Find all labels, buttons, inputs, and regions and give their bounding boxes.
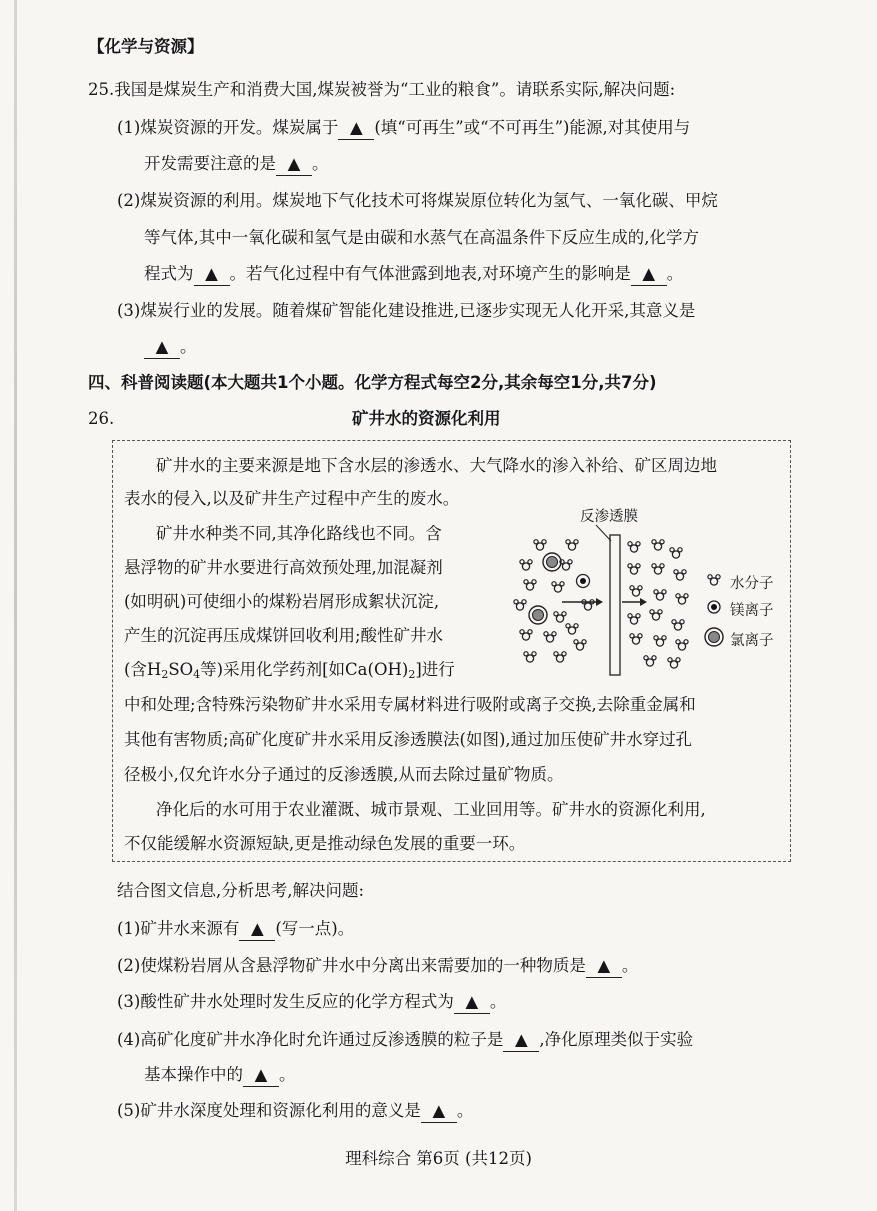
q26-number: 26. — [88, 409, 115, 428]
q26-sub1: (1)矿井水来源有 ▲ (写一点)。 — [117, 918, 354, 941]
legend-cl-symbol — [705, 628, 723, 646]
article-para2-line3: (如明矾)可使细小的煤粉岩屑形成絮状沉淀, — [124, 592, 440, 611]
water-molecule — [650, 610, 662, 620]
legend-cl: 氯离子 — [730, 633, 774, 649]
answer-blank[interactable]: ▲ — [454, 991, 490, 1014]
q26-article-title: 矿井水的资源化利用 — [352, 409, 501, 428]
water-molecule — [628, 542, 640, 552]
answer-blank[interactable]: ▲ — [239, 918, 275, 941]
water-molecule — [676, 594, 688, 604]
answer-blank[interactable]: ▲ — [243, 1064, 279, 1087]
water-molecules-right — [628, 540, 688, 668]
article-para3-line2: 不仅能缓解水资源短缺,更是推动绿色发展的重要一环。 — [124, 834, 526, 853]
water-molecule — [668, 658, 680, 668]
membrane-label: 反渗透膜 — [580, 509, 638, 525]
legend-water: 水分子 — [730, 576, 774, 592]
q25-part1: (1)煤炭资源的开发。煤炭属于 ▲ (填“可再生”或“不可再生”)能源,对其使用与 — [117, 117, 690, 140]
water-molecule — [566, 624, 578, 634]
water-molecule — [552, 582, 564, 592]
answer-blank[interactable]: ▲ — [503, 1029, 539, 1052]
q26-sub3: (3)酸性矿井水处理时发生反应的化学方程式为 ▲ 。 — [117, 991, 506, 1014]
answer-blank[interactable]: ▲ — [586, 955, 622, 978]
water-molecule — [670, 548, 682, 558]
water-molecule — [630, 586, 642, 596]
article-para2-line7: 其他有害物质;高矿化度矿井水采用反渗透膜法(如图),通过加压使矿井水穿过孔 — [124, 730, 693, 749]
article-para2-line1: 矿井水种类不同,其净化路线也不同。含 — [156, 524, 442, 543]
article-para2-line8: 径极小,仅允许水分子通过的反渗透膜,从而去除过量矿物质。 — [124, 765, 564, 784]
chloride-ion — [543, 553, 561, 571]
q26-prompt: 结合图文信息,分析思考,解决问题: — [117, 881, 365, 900]
answer-blank[interactable]: ▲ — [631, 263, 667, 286]
q25-part2-cont2: 程式为 ▲ 。若气化过程中有气体泄露到地表,对环境产生的影响是 ▲ 。 — [144, 263, 683, 286]
answer-blank[interactable]: ▲ — [144, 336, 180, 359]
q25-part2: (2)煤炭资源的利用。煤炭地下气化技术可将煤炭原位转化为氢气、一氧化碳、甲烷 — [117, 191, 718, 210]
water-molecule — [520, 630, 532, 640]
water-molecule — [574, 640, 586, 650]
water-molecule — [544, 632, 556, 642]
membrane-pointer — [596, 525, 611, 541]
answer-blank[interactable]: ▲ — [421, 1100, 457, 1123]
legend-mg: 镁离子 — [730, 603, 774, 619]
water-molecule — [514, 600, 526, 610]
article-para2-line4: 产生的沉淀再压成煤饼回收利用;酸性矿井水 — [124, 626, 444, 645]
q26-sub4: (4)高矿化度矿井水净化时允许通过反渗透膜的粒子是 ▲ ,净化原理类似于实验 — [117, 1029, 693, 1052]
chloride-ion — [529, 606, 547, 624]
water-molecule — [554, 612, 566, 622]
water-molecule — [534, 540, 546, 550]
answer-blank[interactable]: ▲ — [194, 263, 230, 286]
water-molecule — [524, 580, 536, 590]
scan-edge — [14, 0, 17, 1211]
membrane — [610, 535, 620, 675]
water-molecule — [652, 540, 664, 550]
pressure-arrow — [562, 598, 647, 606]
water-molecule — [674, 570, 686, 580]
reverse-osmosis-diagram — [510, 505, 795, 680]
water-molecule — [524, 652, 536, 662]
article-para2-line2: 悬浮物的矿井水要进行高效预处理,加混凝剂 — [124, 558, 443, 577]
article-para3-line1: 净化后的水可用于农业灌溉、城市景观、工业回用等。矿井水的资源化利用, — [156, 800, 706, 819]
legend-water-symbol — [708, 575, 720, 585]
legend-mg-symbol — [708, 601, 720, 613]
water-molecule — [644, 656, 656, 666]
article-para1-line2: 表水的侵入,以及矿井生产过程中产生的废水。 — [124, 489, 460, 508]
water-molecule — [630, 634, 642, 644]
answer-blank[interactable]: ▲ — [338, 117, 374, 140]
water-molecule — [560, 560, 572, 570]
water-molecule — [520, 560, 532, 570]
water-molecule — [652, 564, 664, 574]
answer-blank[interactable]: ▲ — [276, 153, 312, 176]
water-molecule — [628, 564, 640, 574]
article-para2-line6: 中和处理;含特殊污染物矿井水采用专属材料进行吸附或离子交换,去除重金属和 — [124, 695, 696, 714]
water-molecule — [554, 652, 566, 662]
section4-title: 四、科普阅读题(本大题共1个小题。化学方程式每空2分,其余每空1分,共7分) — [88, 373, 657, 392]
q25-part3: (3)煤炭行业的发展。随着煤矿智能化建设推进,已逐步实现无人化开采,其意义是 — [117, 301, 696, 320]
q26-sub4-cont: 基本操作中的 ▲ 。 — [144, 1064, 296, 1087]
water-molecule — [582, 600, 594, 610]
q25-part2-cont: 等气体,其中一氧化碳和氢气是由碳和水蒸气在高温条件下反应生成的,化学方 — [144, 228, 699, 247]
q26-sub2: (2)使煤粉岩屑从含悬浮物矿井水中分离出来需要加的一种物质是 ▲ 。 — [117, 955, 638, 978]
q25-part3-cont: ▲ 。 — [144, 336, 197, 359]
page-footer: 理科综合 第6页 (共12页) — [345, 1149, 532, 1168]
q25-part1-cont: 开发需要注意的是 ▲ 。 — [144, 153, 329, 176]
magnesium-ion — [577, 575, 590, 588]
water-molecule — [654, 590, 666, 600]
water-molecule — [654, 636, 666, 646]
water-molecule — [672, 620, 684, 630]
article-para1-line1: 矿井水的主要来源是地下含水层的渗透水、大气降水的渗入补给、矿区周边地 — [156, 456, 717, 475]
q26-sub5: (5)矿井水深度处理和资源化利用的意义是 ▲ 。 — [117, 1100, 473, 1123]
water-molecule — [566, 540, 578, 550]
section-header: 【化学与资源】 — [88, 37, 204, 56]
article-para2-line5: (含$H_2SO_4$等)采用化学药剂[如$Ca(OH)_2$]进行 — [124, 660, 455, 681]
water-molecule — [628, 614, 640, 624]
water-molecule — [676, 640, 688, 650]
q25-stem: 25.我国是煤炭生产和消费大国,煤炭被誉为“工业的粮食”。请联系实际,解决问题: — [88, 80, 676, 99]
